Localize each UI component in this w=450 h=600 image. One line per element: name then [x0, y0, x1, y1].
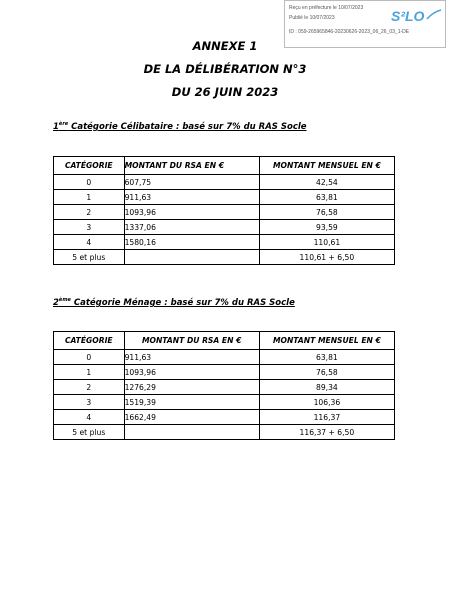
cell-categorie: 5 et plus: [54, 250, 125, 265]
table-row: [54, 220, 395, 235]
cell-rsa: 1093,96: [124, 205, 259, 220]
cell-mensuel: 63,81: [259, 350, 394, 365]
cell-rsa: 1276,29: [124, 380, 259, 395]
s2lo-logo: [389, 4, 443, 28]
table-header-row: [54, 332, 395, 350]
section1-ordinal: 1: [53, 121, 59, 132]
table-header-row: [54, 157, 395, 175]
cell-rsa: 1337,06: [124, 220, 259, 235]
table-row: [54, 350, 395, 365]
col-header-mensuel: MONTANT MENSUEL EN €: [259, 157, 394, 175]
table-row: [54, 410, 395, 425]
cell-categorie: 2: [54, 380, 125, 395]
annex-title: ANNEXE 1: [192, 39, 258, 53]
stamp-id-line: ID : 059-265965846-20230626-2023_06_26_03_1-DE: [289, 29, 410, 35]
table-row: [54, 190, 395, 205]
table-row: [54, 395, 395, 410]
table-row: [54, 175, 395, 190]
cell-rsa: 1580,16: [124, 235, 259, 250]
cell-mensuel: 42,54: [259, 175, 394, 190]
cell-mensuel: 110,61 + 6,50: [259, 250, 394, 265]
col-header-categorie: CATÉGORIE: [54, 332, 125, 350]
cell-mensuel: 93,59: [259, 220, 394, 235]
cell-rsa: 1519,39: [124, 395, 259, 410]
cell-mensuel: 76,58: [259, 205, 394, 220]
cell-categorie: 1: [54, 190, 125, 205]
section2-heading: [53, 297, 295, 308]
table-row: [54, 425, 395, 440]
cell-rsa: 1093,96: [124, 365, 259, 380]
cell-mensuel: 106,36: [259, 395, 394, 410]
section1-heading: [53, 121, 307, 132]
table-row: [54, 365, 395, 380]
household-category-table: [53, 331, 395, 440]
section1-heading-text: Catégorie Célibataire : basé sur 7% du RAS Socle: [68, 121, 307, 132]
section2-ordinal-suffix: ème: [58, 297, 71, 303]
cell-mensuel: 116,37: [259, 410, 394, 425]
cell-categorie: 3: [54, 395, 125, 410]
cell-categorie: 4: [54, 410, 125, 425]
table-row: [54, 235, 395, 250]
section1-ordinal-suffix: ère: [58, 121, 69, 127]
cell-rsa: 911,63: [124, 190, 259, 205]
table-row: [54, 205, 395, 220]
svg-text:S²LO: S²LO: [391, 8, 425, 24]
section2-ordinal: 2: [53, 297, 59, 308]
single-category-table: [53, 156, 395, 265]
section2-heading-text: Catégorie Ménage : basé sur 7% du RAS Socle: [70, 297, 295, 308]
table-row: [54, 380, 395, 395]
table-row: [54, 250, 395, 265]
col-header-mensuel: MONTANT MENSUEL EN €: [259, 332, 394, 350]
cell-rsa: [124, 250, 259, 265]
cell-mensuel: 76,58: [259, 365, 394, 380]
date-title: DU 26 JUIN 2023: [171, 85, 279, 99]
cell-rsa: 607,75: [124, 175, 259, 190]
cell-rsa: 911,63: [124, 350, 259, 365]
stamp-received-line: Reçu en préfecture le 10/07/2023: [289, 5, 364, 11]
col-header-rsa: MONTANT DU RSA EN €: [124, 157, 259, 175]
col-header-rsa: MONTANT DU RSA EN €: [124, 332, 259, 350]
cell-categorie: 1: [54, 365, 125, 380]
cell-categorie: 0: [54, 350, 125, 365]
cell-mensuel: 89,34: [259, 380, 394, 395]
col-header-categorie: CATÉGORIE: [54, 157, 125, 175]
cell-mensuel: 110,61: [259, 235, 394, 250]
cell-categorie: 4: [54, 235, 125, 250]
cell-categorie: 0: [54, 175, 125, 190]
cell-categorie: 3: [54, 220, 125, 235]
cell-rsa: 1662,49: [124, 410, 259, 425]
stamp-published-line: Publié le 10/07/2023: [289, 15, 335, 21]
cell-mensuel: 63,81: [259, 190, 394, 205]
cell-rsa: [124, 425, 259, 440]
deliberation-title: DE LA DÉLIBÉRATION N°3: [143, 62, 307, 76]
cell-categorie: 5 et plus: [54, 425, 125, 440]
cell-mensuel: 116,37 + 6,50: [259, 425, 394, 440]
cell-categorie: 2: [54, 205, 125, 220]
